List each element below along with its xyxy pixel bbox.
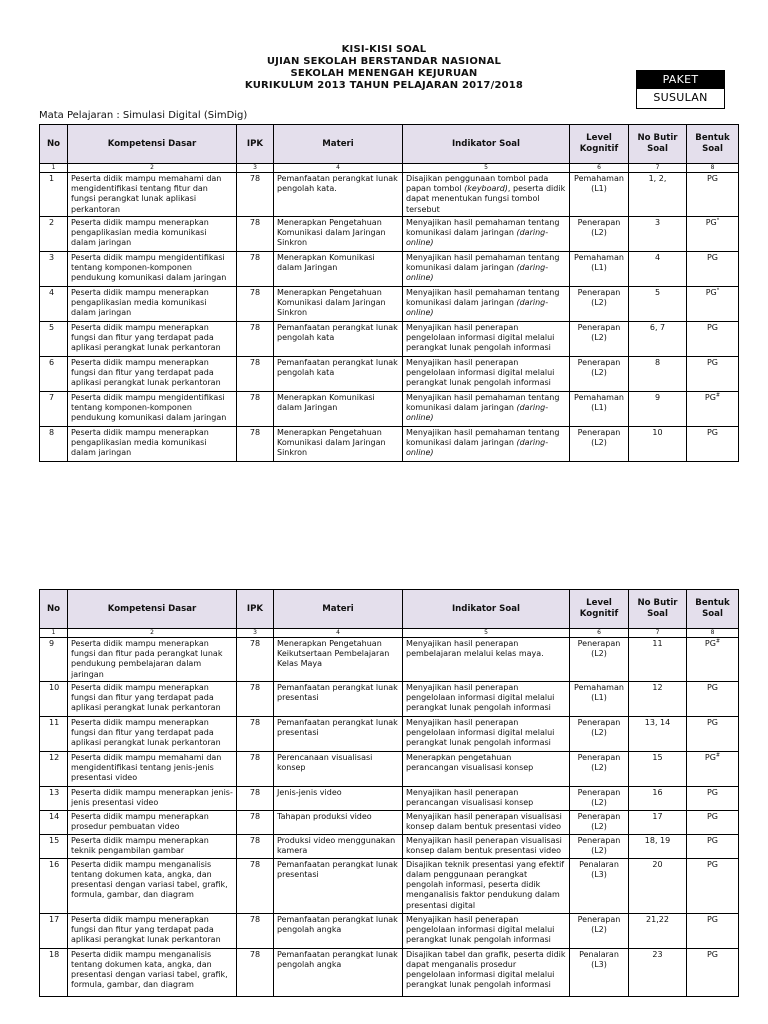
- table-row: [40, 217, 739, 252]
- cell-no: 2: [40, 217, 68, 252]
- cell-butir: 6, 7: [629, 322, 687, 357]
- cell-kompetensi-dasar: Peserta didik mampu menerapkan jenis-jenis presentasi video: [68, 786, 237, 810]
- cell-materi: Menerapkan Pengetahuan Komunikasi dalam Jaringan Sinkron: [274, 217, 403, 252]
- header-no: No: [40, 125, 68, 164]
- cell-no: 18: [40, 948, 68, 996]
- cell-kompetensi-dasar: Peserta didik mampu memahami dan mengidentifikasi tentang jenis-jenis presentasi video: [68, 751, 237, 786]
- cell-level: Pemahaman (L1): [570, 681, 629, 716]
- cell-materi: Produksi video menggunakan kamera: [274, 834, 403, 858]
- cell-butir: 23: [629, 948, 687, 996]
- cell-bentuk: PG#: [687, 751, 739, 786]
- cell-kompetensi-dasar: Peserta didik mampu menganalisis tentang dokumen kata, angka, dan presentasi dengan variasi tabel, grafik, formula, gambar, dan diagram: [68, 948, 237, 996]
- table-row: [40, 173, 739, 217]
- cell-indikator: Menyajikan hasil pemahaman tentang komunikasi dalam jaringan (daring-online): [403, 217, 570, 252]
- col-index: 2: [68, 629, 237, 638]
- cell-level: Penerapan (L2): [570, 427, 629, 462]
- doc-title-2: UJIAN SEKOLAH BERSTANDAR NASIONAL: [266, 56, 502, 67]
- table-row: [40, 786, 739, 810]
- cell-bentuk: PG: [687, 427, 739, 462]
- table-row: [40, 392, 739, 427]
- cell-bentuk: PG: [687, 834, 739, 858]
- cell-bentuk: PG: [687, 252, 739, 287]
- col-index: 8: [687, 629, 739, 638]
- cell-indikator: Menyajikan hasil penerapan visualisasi konsep dalam bentuk presentasi video: [403, 810, 570, 834]
- doc-title-1: KISI-KISI SOAL: [341, 44, 427, 55]
- cell-kompetensi-dasar: Peserta didik mampu menerapkan fungsi dan fitur pada perangkat lunak pendukung pembelajaran dalam jaringan: [68, 638, 237, 682]
- cell-materi: Perencanaan visualisasi konsep: [274, 751, 403, 786]
- col-index: 4: [274, 164, 403, 173]
- cell-butir: 21,22: [629, 913, 687, 948]
- cell-materi: Pemanfaatan perangkat lunak pengolah kata: [274, 357, 403, 392]
- cell-butir: 5: [629, 287, 687, 322]
- header-bentuk: Bentuk Soal: [687, 590, 739, 629]
- cell-bentuk: PG*: [687, 287, 739, 322]
- cell-indikator: Menyajikan hasil pemahaman tentang komunikasi dalam jaringan (daring-online): [403, 427, 570, 462]
- doc-title-4: KURIKULUM 2013 TAHUN PELAJARAN 2017/2018: [244, 80, 524, 91]
- col-index: 1: [40, 164, 68, 173]
- column-index-row: [40, 164, 739, 173]
- cell-indikator: Menyajikan hasil penerapan pengelolaan informasi digital melalui perangkat lunak pengolah informasi: [403, 681, 570, 716]
- cell-materi: Menerapkan Pengetahuan Keikutsertaan Pembelajaran Kelas Maya: [274, 638, 403, 682]
- mata-pelajaran: Mata Pelajaran : Simulasi Digital (SimDig): [39, 110, 248, 121]
- cell-ipk: 78: [237, 638, 274, 682]
- header-materi: Materi: [274, 125, 403, 164]
- cell-level: Penerapan (L2): [570, 751, 629, 786]
- cell-ipk: 78: [237, 834, 274, 858]
- cell-kompetensi-dasar: Peserta didik mampu menerapkan pengaplikasian media komunikasi dalam jaringan: [68, 427, 237, 462]
- cell-indikator: Menyajikan hasil penerapan perancangan visualisasi konsep: [403, 786, 570, 810]
- col-index: 5: [403, 629, 570, 638]
- cell-indikator: Menyajikan hasil pemahaman tentang komunikasi dalam jaringan (daring-online): [403, 287, 570, 322]
- cell-no: 15: [40, 834, 68, 858]
- cell-level: Pemahaman (L1): [570, 392, 629, 427]
- cell-bentuk: PG: [687, 681, 739, 716]
- cell-indikator: Menyajikan hasil pemahaman tentang komunikasi dalam jaringan (daring-online): [403, 252, 570, 287]
- cell-materi: Pemanfaatan perangkat lunak pengolah angka: [274, 913, 403, 948]
- table-header: [40, 125, 739, 173]
- cell-ipk: 78: [237, 948, 274, 996]
- cell-butir: 15: [629, 751, 687, 786]
- cell-ipk: 78: [237, 751, 274, 786]
- cell-level: Penerapan (L2): [570, 357, 629, 392]
- cell-indikator: Menyajikan hasil pemahaman tentang komunikasi dalam jaringan (daring-online): [403, 392, 570, 427]
- table-row: [40, 716, 739, 751]
- header-level: Level Kognitif: [570, 125, 629, 164]
- cell-no: 5: [40, 322, 68, 357]
- cell-butir: 9: [629, 392, 687, 427]
- table-header: [40, 590, 739, 638]
- cell-kompetensi-dasar: Peserta didik mampu menerapkan fungsi dan fitur yang terdapat pada aplikasi perangkat lunak perkantoran: [68, 913, 237, 948]
- table-row: [40, 427, 739, 462]
- cell-level: Penerapan (L2): [570, 322, 629, 357]
- cell-bentuk: PG*: [687, 217, 739, 252]
- cell-ipk: 78: [237, 217, 274, 252]
- cell-no: 7: [40, 392, 68, 427]
- header-level: Level Kognitif: [570, 590, 629, 629]
- cell-materi: Pemanfaatan perangkat lunak pengolah kata.: [274, 173, 403, 217]
- table-body: [40, 638, 739, 997]
- col-index: 5: [403, 164, 570, 173]
- cell-ipk: 78: [237, 173, 274, 217]
- cell-no: 12: [40, 751, 68, 786]
- cell-materi: Pemanfaatan perangkat lunak pengolah angka: [274, 948, 403, 996]
- cell-ipk: 78: [237, 392, 274, 427]
- cell-indikator: Menyajikan hasil penerapan pengelolaan informasi digital melalui perangkat lunak pengolah informasi: [403, 322, 570, 357]
- cell-bentuk: PG: [687, 357, 739, 392]
- cell-butir: 3: [629, 217, 687, 252]
- cell-no: 16: [40, 858, 68, 913]
- col-index: 8: [687, 164, 739, 173]
- cell-level: Penerapan (L2): [570, 786, 629, 810]
- cell-butir: 8: [629, 357, 687, 392]
- cell-indikator: Disajikan teknik presentasi yang efektif dalam penggunaan perangkat pengolah informasi, peserta didik menganalisis faktor pendukung dalam presentasi digital: [403, 858, 570, 913]
- cell-indikator: Disajikan tabel dan grafik, peserta didik dapat menganalis prosedur pengelolaan informasi digital melalui perangkat lunak pengolah informasi: [403, 948, 570, 996]
- cell-butir: 10: [629, 427, 687, 462]
- cell-level: Pemahaman (L1): [570, 252, 629, 287]
- col-index: 4: [274, 629, 403, 638]
- header-ipk: IPK: [237, 590, 274, 629]
- cell-ipk: 78: [237, 322, 274, 357]
- cell-kompetensi-dasar: Peserta didik mampu menerapkan prosedur pembuatan video: [68, 810, 237, 834]
- cell-bentuk: PG: [687, 810, 739, 834]
- cell-indikator: Menyajikan hasil penerapan pembelajaran melalui kelas maya.: [403, 638, 570, 682]
- kisi-table-1: [39, 124, 739, 462]
- note-mark: #: [715, 392, 721, 399]
- header-butir: No Butir Soal: [629, 125, 687, 164]
- cell-level: Pemahaman (L1): [570, 173, 629, 217]
- cell-ipk: 78: [237, 252, 274, 287]
- cell-ipk: 78: [237, 810, 274, 834]
- cell-butir: 12: [629, 681, 687, 716]
- cell-kompetensi-dasar: Peserta didik mampu mengidentifikasi tentang komponen-komponen pendukung komunikasi dalam jaringan: [68, 392, 237, 427]
- cell-materi: Jenis-jenis video: [274, 786, 403, 810]
- cell-kompetensi-dasar: Peserta didik mampu mengidentifikasi tentang komponen-komponen pendukung komunikasi dalam jaringan: [68, 252, 237, 287]
- table-row: [40, 948, 739, 996]
- cell-bentuk: PG#: [687, 392, 739, 427]
- header-no: No: [40, 590, 68, 629]
- cell-no: 14: [40, 810, 68, 834]
- cell-ipk: 78: [237, 786, 274, 810]
- cell-butir: 18, 19: [629, 834, 687, 858]
- cell-indikator: Disajikan penggunaan tombol pada papan tombol (keyboard), peserta didik dapat menentukan fungsi tombol tersebut: [403, 173, 570, 217]
- cell-kompetensi-dasar: Peserta didik mampu menerapkan pengaplikasian media komunikasi dalam jaringan: [68, 287, 237, 322]
- cell-butir: 11: [629, 638, 687, 682]
- cell-level: Penerapan (L2): [570, 638, 629, 682]
- col-index: 7: [629, 164, 687, 173]
- cell-level: Penalaran (L3): [570, 858, 629, 913]
- cell-materi: Pemanfaatan perangkat lunak presentasi: [274, 681, 403, 716]
- cell-no: 13: [40, 786, 68, 810]
- table-row: [40, 322, 739, 357]
- table-body: [40, 173, 739, 462]
- cell-materi: Pemanfaatan perangkat lunak presentasi: [274, 716, 403, 751]
- cell-no: 6: [40, 357, 68, 392]
- note-mark: #: [715, 638, 721, 645]
- cell-level: Penerapan (L2): [570, 913, 629, 948]
- cell-butir: 17: [629, 810, 687, 834]
- cell-bentuk: PG: [687, 948, 739, 996]
- cell-butir: 1, 2,: [629, 173, 687, 217]
- cell-ipk: 78: [237, 357, 274, 392]
- cell-no: 10: [40, 681, 68, 716]
- cell-indikator: Menyajikan hasil penerapan visualisasi konsep dalam bentuk presentasi video: [403, 834, 570, 858]
- header-butir: No Butir Soal: [629, 590, 687, 629]
- cell-ipk: 78: [237, 287, 274, 322]
- header-ipk: IPK: [237, 125, 274, 164]
- cell-bentuk: PG: [687, 322, 739, 357]
- header-bentuk: Bentuk Soal: [687, 125, 739, 164]
- cell-kompetensi-dasar: Peserta didik mampu menganalisis tentang dokumen kata, angka, dan presentasi dengan variasi tabel, grafik, formula, gambar, dan diagram: [68, 858, 237, 913]
- cell-materi: Menerapkan Komunikasi dalam Jaringan: [274, 392, 403, 427]
- table-row: [40, 252, 739, 287]
- table-row: [40, 638, 739, 682]
- cell-bentuk: PG: [687, 786, 739, 810]
- paket-box: [636, 70, 725, 109]
- col-index: 7: [629, 629, 687, 638]
- header-materi: Materi: [274, 590, 403, 629]
- cell-materi: Tahapan produksi video: [274, 810, 403, 834]
- cell-ipk: 78: [237, 858, 274, 913]
- cell-materi: Pemanfaatan perangkat lunak pengolah kata: [274, 322, 403, 357]
- cell-bentuk: PG#: [687, 638, 739, 682]
- cell-kompetensi-dasar: Peserta didik mampu menerapkan fungsi dan fitur yang terdapat pada aplikasi perangkat lunak perkantoran: [68, 357, 237, 392]
- table-row: [40, 834, 739, 858]
- header-kompetensi: Kompetensi Dasar: [68, 125, 237, 164]
- cell-bentuk: PG: [687, 716, 739, 751]
- doc-title-3: SEKOLAH MENENGAH KEJURUAN: [290, 68, 478, 79]
- paket-label: PAKET: [637, 71, 724, 89]
- column-index-row: [40, 629, 739, 638]
- cell-level: Penerapan (L2): [570, 287, 629, 322]
- cell-materi: Menerapkan Komunikasi dalam Jaringan: [274, 252, 403, 287]
- table-row: [40, 357, 739, 392]
- note-mark: *: [716, 217, 720, 224]
- cell-bentuk: PG: [687, 858, 739, 913]
- table-row: [40, 287, 739, 322]
- col-index: 3: [237, 629, 274, 638]
- header-row: [40, 125, 739, 164]
- cell-indikator: Menerapkan pengetahuan perancangan visualisasi konsep: [403, 751, 570, 786]
- cell-ipk: 78: [237, 716, 274, 751]
- cell-level: Penerapan (L2): [570, 217, 629, 252]
- cell-no: 3: [40, 252, 68, 287]
- table-row: [40, 810, 739, 834]
- col-index: 6: [570, 629, 629, 638]
- cell-no: 8: [40, 427, 68, 462]
- cell-materi: Pemanfaatan perangkat lunak presentasi: [274, 858, 403, 913]
- cell-no: 9: [40, 638, 68, 682]
- cell-ipk: 78: [237, 427, 274, 462]
- col-index: 2: [68, 164, 237, 173]
- cell-kompetensi-dasar: Peserta didik mampu menerapkan fungsi dan fitur yang terdapat pada aplikasi perangkat lunak perkantoran: [68, 681, 237, 716]
- cell-level: Penalaran (L3): [570, 948, 629, 996]
- cell-indikator: Menyajikan hasil penerapan pengelolaan informasi digital melalui perangkat lunak pengolah informasi: [403, 357, 570, 392]
- cell-level: Penerapan (L2): [570, 834, 629, 858]
- header-kompetensi: Kompetensi Dasar: [68, 590, 237, 629]
- col-index: 6: [570, 164, 629, 173]
- cell-no: 4: [40, 287, 68, 322]
- cell-no: 1: [40, 173, 68, 217]
- cell-kompetensi-dasar: Peserta didik mampu memahami dan mengidentifikasi tentang fitur dan fungsi perangkat lunak aplikasi perkantoran: [68, 173, 237, 217]
- cell-kompetensi-dasar: Peserta didik mampu menerapkan pengaplikasian media komunikasi dalam jaringan: [68, 217, 237, 252]
- header-indikator: Indikator Soal: [403, 590, 570, 629]
- cell-materi: Menerapkan Pengetahuan Komunikasi dalam Jaringan Sinkron: [274, 427, 403, 462]
- paket-value: SUSULAN: [637, 89, 724, 108]
- cell-butir: 20: [629, 858, 687, 913]
- cell-butir: 16: [629, 786, 687, 810]
- cell-bentuk: PG: [687, 913, 739, 948]
- header-indikator: Indikator Soal: [403, 125, 570, 164]
- cell-level: Penerapan (L2): [570, 810, 629, 834]
- cell-butir: 13, 14: [629, 716, 687, 751]
- cell-indikator: Menyajikan hasil penerapan pengelolaan informasi digital melalui perangkat lunak pengolah informasi: [403, 913, 570, 948]
- cell-butir: 4: [629, 252, 687, 287]
- cell-kompetensi-dasar: Peserta didik mampu menerapkan fungsi dan fitur yang terdapat pada aplikasi perangkat lunak perkantoran: [68, 322, 237, 357]
- note-mark: *: [716, 287, 720, 294]
- table-row: [40, 681, 739, 716]
- cell-no: 17: [40, 913, 68, 948]
- cell-level: Penerapan (L2): [570, 716, 629, 751]
- kisi-table-2: [39, 589, 739, 997]
- cell-materi: Menerapkan Pengetahuan Komunikasi dalam Jaringan Sinkron: [274, 287, 403, 322]
- cell-ipk: 78: [237, 913, 274, 948]
- header-row: [40, 590, 739, 629]
- table-row: [40, 913, 739, 948]
- cell-kompetensi-dasar: Peserta didik mampu menerapkan fungsi dan fitur yang terdapat pada aplikasi perangkat lunak perkantoran: [68, 716, 237, 751]
- cell-ipk: 78: [237, 681, 274, 716]
- table-row: [40, 858, 739, 913]
- cell-bentuk: PG: [687, 173, 739, 217]
- note-mark: #: [715, 752, 721, 759]
- cell-indikator: Menyajikan hasil penerapan pengelolaan informasi digital melalui perangkat lunak pengolah informasi: [403, 716, 570, 751]
- col-index: 3: [237, 164, 274, 173]
- cell-no: 11: [40, 716, 68, 751]
- col-index: 1: [40, 629, 68, 638]
- table-row: [40, 751, 739, 786]
- cell-kompetensi-dasar: Peserta didik mampu menerapkan teknik pengambilan gambar: [68, 834, 237, 858]
